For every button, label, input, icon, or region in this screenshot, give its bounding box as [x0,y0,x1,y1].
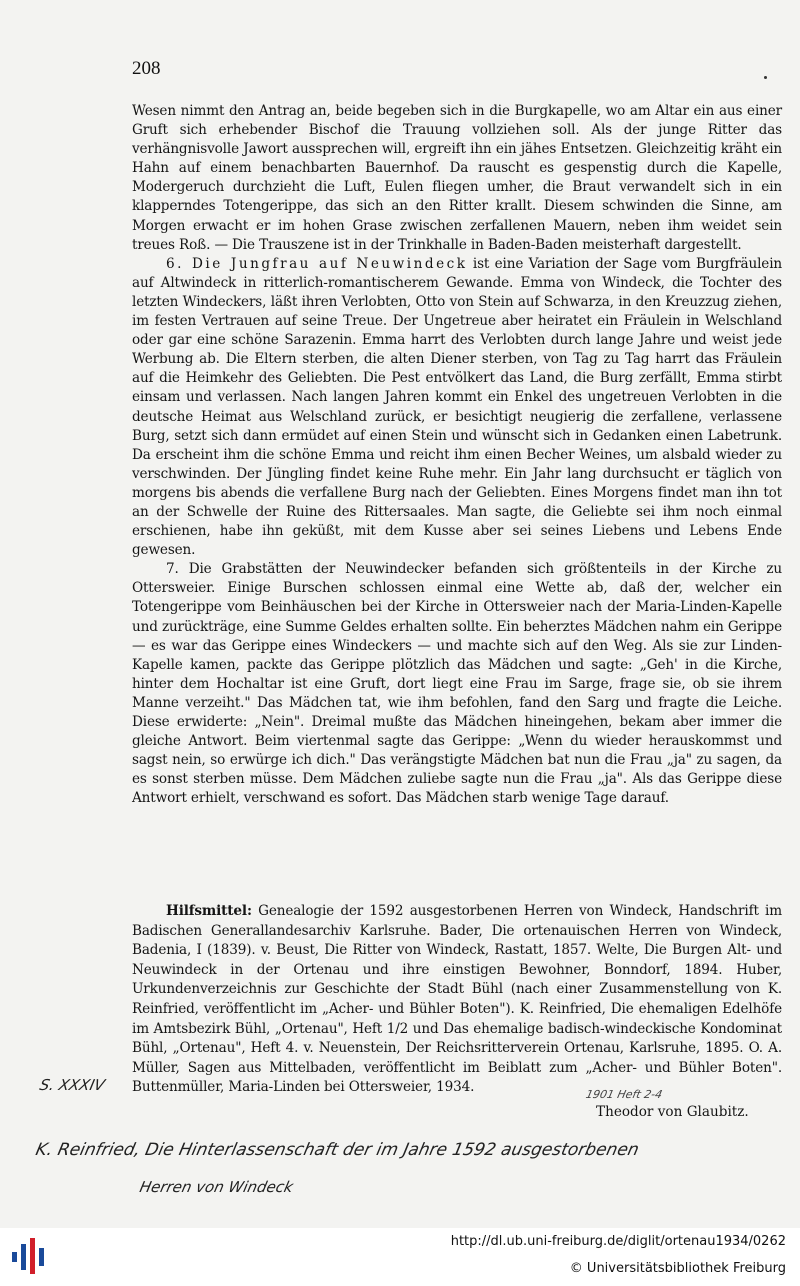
paragraph-2-heading: 6. Die Jungfrau auf Neuwindeck [166,255,468,272]
copyright-notice: © Universitätsbibliothek Freiburg [569,1261,786,1276]
ub-freiburg-logo-icon[interactable] [10,1236,54,1276]
handwritten-note-line-1: K. Reinfried, Die Hinterlassenschaft der im Jahre 1592 ausgestorbenen [33,1140,641,1160]
logo-bar-3 [30,1238,35,1274]
handwritten-note-line-2: Herren von Windeck [138,1178,295,1196]
paragraph-3-text: 7. Die Grabstätten der Neuwindecker befanden sich größtenteils in der Kirche zu Ottersweier. Einige Burschen schlossen einmal eine Wette ab, daß der, welcher ein Totengerippe vom Beinhäuschen bei der Kirche in Ottersweier nach der Maria-Linden-Kapelle und zurückträge, eine Summe Geldes erhalten sollte. Ein beherztes Mädchen nahm ein Gerippe — es war das Gerippe eines Windeckers — und machte sich auf den Weg. Als sie zur Linden-Kapelle kamen, packte das Gerippe plötzlich das Mädchen und sagte: „Geh' in die Kirche, hinter dem Hochaltar ist eine Gruft, dort liegt eine Frau im Sarge, frage sie, ob sie ihrem Manne verzeiht." Das Mädchen tat, wie ihm befohlen, fand den Sarg und fragte die Leiche. Diese erwiderte: „Nein". Dreimal mußte das Mädchen hineingehen, bekam aber immer die gleiche Antwort. Beim viertenmal sagte das Gerippe: „Wenn du wieder herauskommst und sagst nein, so erwürge ich dich." Das verängstigte Mädchen bat nun die Frau „ja" zu sagen, da es sonst sterben müsse. Dem Mädchen zuliebe sagte nun die Frau „ja". Als das Gerippe diese Antwort erhielt, verschwand es sofort. Das Mädchen starb wenige Tage darauf. [132,561,782,807]
paragraph-3 [132,560,782,808]
logo-bar-2 [21,1244,26,1270]
permalink-url[interactable]: http://dl.ub.uni-freiburg.de/diglit/ortenau1934/0262 [450,1234,786,1249]
sources-text: Genealogie der 1592 ausgestorbenen Herren von Windeck, Handschrift im Badischen Generallandesarchiv Karlsruhe. Bader, Die ortenauischen Herren von Windeck, Badenia, I (1839). v. Beust, Die Ritter von Windeck, Rastatt, 1857. Welte, Die Burgen Alt- und Neuwindeck in der Ortenau und ihre einstigen Bewohner, Bonndorf, 1894. Huber, Urkundenverzeichnis zur Geschichte der Stadt Bühl (nach einer Zusammenstellung von K. Reinfried, veröffentlicht im „Acher- und Bühler Boten"). K. Reinfried, Die ehemaligen Edelhöfe im Amtsbezirk Bühl, „Ortenau", Heft 1/2 und Das ehemalige badisch-windeckische Kondominat Bühl, „Ortenau", Heft 4. v. Neuenstein, Der Reichsritterverein Ortenau, Karlsruhe, 1895. O. A. Müller, Sagen aus Mittelbaden, veröffentlicht im Beiblatt zum „Acher- und Bühler Boten". Buttenmüller, Maria-Linden bei Ottersweier, 1934. [132,903,782,1096]
sources-section [132,902,782,1098]
author-signature: Theodor von Glaubitz. [596,1104,749,1120]
logo-bar-4 [39,1248,44,1266]
body-text [132,102,782,808]
logo-bar-1 [12,1252,17,1262]
margin-annotation: S. XXXIV [38,1076,107,1094]
paragraph-2-text: ist eine Variation der Sage vom Burgfräulein auf Altwindeck in ritterlich-romantischerem Gewande. Emma von Windeck, die Tochter des letzten Windeckers, läßt ihren Verlobten, Otto von Stein auf Schwarza, in den Kreuzzug ziehen, im festen Vertrauen auf seine Treue. Der Ungetreue aber heiratet ein Fräulein in Welschland oder gar eine schöne Sarazenin. Emma harrt des Verlobten durch lange Jahre und weist jede Werbung ab. Die Eltern sterben, die alten Diener sterben, von Tag zu Tag harrt das Fräulein auf die Heimkehr des Geliebten. Die Pest entvölkert das Land, die Burg zerfällt, Emma stirbt einsam und verlassen. Nach langen Jahren kommt ein Enkel des ungetreuen Verlobten in die deutsche Heimat aus Welschland zurück, er besichtigt neugierig die zerfallene, verlassene Burg, setzt sich dann ermüdet auf einen Stein und wünscht sich in Gedanken einen Labetrunk. Da erscheint ihm die schöne Emma und reicht ihm einen Becher Weines, um alsbald wieder zu verschwinden. Der Jüngling findet keine Ruhe mehr. Ein Jahr lang durchsucht er täglich von morgens bis abends die verfallene Burg nach der Geliebten. Eines Morgens findet man ihn tot an der Schwelle der Ruine des Rittersaales. Man sagte, die Geliebte sei ihm noch einmal erschienen, habe ihn geküßt, mit dem Kusse aber sei seines Liebens und Lebens Ende gewesen. [132,255,782,559]
sources-paragraph [132,902,782,1098]
paragraph-1-text: Wesen nimmt den Antrag an, beide begeben sich in die Burgkapelle, wo am Altar ein aus einer Gruft sich erhebender Bischof die Trauung vollziehen soll. Als der junge Ritter das verhängnisvolle Jawort aussprechen will, ergreift ihn ein jähes Entsetzen. Gleichzeitig kräht ein Hahn auf einem benachbarten Bauernhof. Da rauscht es gespenstig durch die Kapelle, Modergeruch durchzieht die Luft, Eulen fliegen umher, die Braut verwandelt sich in ein klapperndes Totengerippe, das sich an den Ritter krallt. Diesem schwinden die Sinne, am Morgen erwacht er im hohen Grase zwischen zerfallenen Mauern, neben ihm weidet sein treues Roß. — Die Trauszene ist in der Trinkhalle in Baden-Baden meisterhaft dargestellt. [132,103,782,253]
paragraph-2 [132,255,782,561]
sources-heading: Hilfsmittel: [166,903,252,919]
pencil-annotation: 1901 Heft 2-4 [584,1088,664,1101]
speck [764,76,767,79]
paragraph-1 [132,102,782,255]
footer-bar [0,1228,800,1286]
page-number: 208 [132,58,161,79]
